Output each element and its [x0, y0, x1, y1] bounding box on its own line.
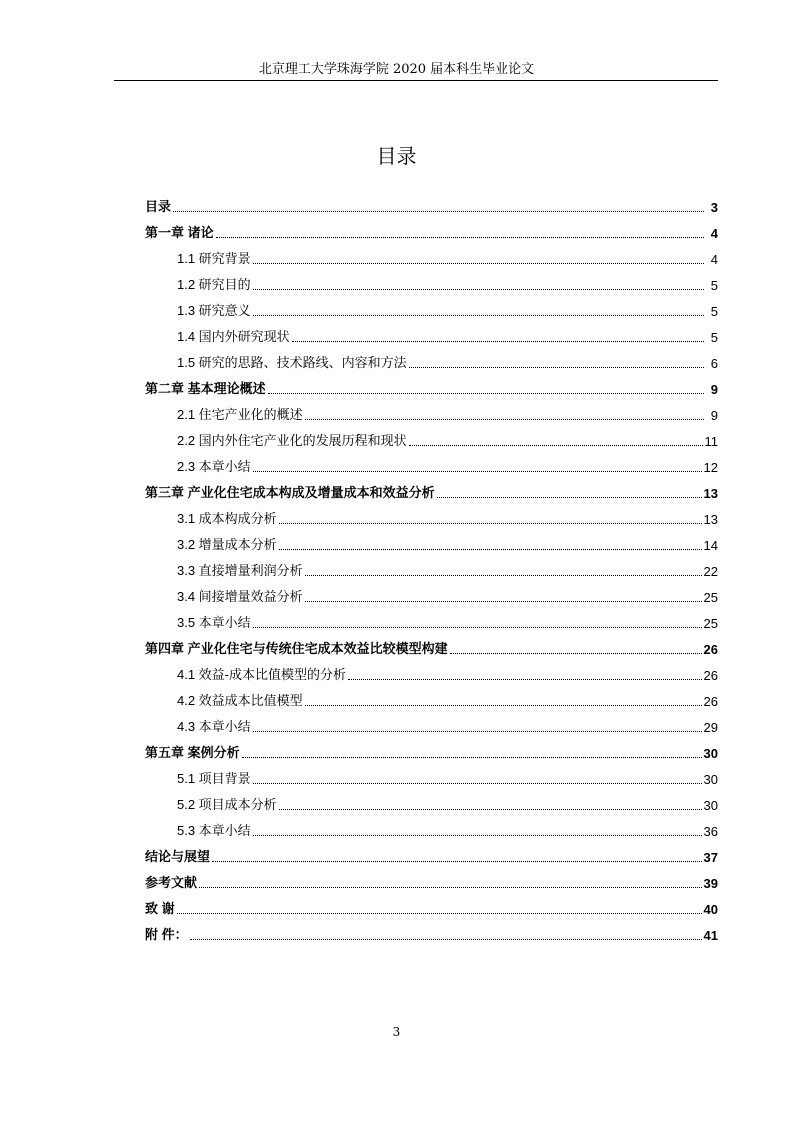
- toc-entry-page-number: 9: [710, 408, 718, 423]
- toc-entry-page-number: 12: [703, 460, 718, 475]
- toc-dot-leader: [268, 393, 704, 394]
- toc-entry-label: 2.3 本章小结: [177, 459, 251, 474]
- toc-entry-label: 1.5 研究的思路、技术路线、内容和方法: [177, 355, 407, 370]
- toc-entry-page-number: 30: [703, 772, 718, 787]
- toc-entry-page-number: 26: [703, 668, 718, 683]
- toc-entry-page-number: 29: [703, 720, 718, 735]
- toc-entry[interactable]: [145, 345, 718, 371]
- toc-dot-leader: [253, 731, 702, 732]
- toc-dot-leader: [190, 939, 702, 940]
- toc-entry-label: 第二章 基本理论概述: [145, 381, 266, 396]
- toc-dot-leader: [409, 445, 703, 446]
- toc-entry-page-number: 9: [710, 382, 718, 397]
- toc-entry-label: 5.2 项目成本分析: [177, 797, 277, 812]
- toc-dot-leader: [242, 757, 702, 758]
- toc-dot-leader: [253, 783, 702, 784]
- toc-entry[interactable]: [145, 371, 718, 397]
- toc-entry-label: 5.3 本章小结: [177, 823, 251, 838]
- toc-entry-page-number: 13: [703, 512, 718, 527]
- page-number: 3: [392, 1025, 401, 1039]
- toc-entry[interactable]: [145, 865, 718, 891]
- toc-dot-leader: [305, 575, 702, 576]
- toc-entry-page-number: 39: [703, 876, 718, 891]
- toc-entry[interactable]: [145, 683, 718, 709]
- toc-entry-label: 附 件：: [145, 927, 188, 942]
- toc-dot-leader: [216, 237, 704, 238]
- toc-entry-label: 5.1 项目背景: [177, 771, 251, 786]
- toc-entry[interactable]: [145, 319, 718, 345]
- toc-entry[interactable]: [145, 501, 718, 527]
- toc-entry-label: 4.2 效益成本比值模型: [177, 693, 303, 708]
- toc-entry[interactable]: [145, 397, 718, 423]
- toc-entry-label: 3.5 本章小结: [177, 615, 251, 630]
- toc-dot-leader: [348, 679, 702, 680]
- toc-entry[interactable]: [145, 189, 718, 215]
- toc-dot-leader: [199, 887, 702, 888]
- toc-entry-label: 1.1 研究背景: [177, 251, 251, 266]
- toc-entry-label: 第三章 产业化住宅成本构成及增量成本和效益分析: [145, 485, 435, 500]
- toc-entry-page-number: 30: [703, 798, 718, 813]
- toc-dot-leader: [253, 315, 704, 316]
- toc-entry-page-number: 41: [703, 928, 718, 943]
- toc-entry[interactable]: [145, 449, 718, 475]
- toc-dot-leader: [437, 497, 702, 498]
- toc-entry-label: 目录: [145, 199, 172, 214]
- toc-entry-page-number: 22: [703, 564, 718, 579]
- toc-entry[interactable]: [145, 423, 718, 449]
- toc-entry-page-number: 36: [703, 824, 718, 839]
- toc-entry-page-number: 4: [710, 226, 718, 241]
- toc-entry-page-number: 25: [703, 590, 718, 605]
- toc-entry[interactable]: [145, 891, 718, 917]
- toc-entry-label: 1.2 研究目的: [177, 277, 251, 292]
- toc-dot-leader: [253, 471, 702, 472]
- toc-entry[interactable]: [145, 813, 718, 839]
- toc-entry-label: 第一章 诸论: [145, 225, 214, 240]
- toc-entry-label: 4.1 效益-成本比值模型的分析: [177, 667, 347, 682]
- toc-dot-leader: [292, 341, 704, 342]
- toc-entry-page-number: 11: [704, 434, 718, 449]
- toc-entry[interactable]: [145, 527, 718, 553]
- toc-dot-leader: [305, 705, 702, 706]
- toc-dot-leader: [212, 861, 702, 862]
- toc-entry-page-number: 5: [710, 330, 718, 345]
- toc-entry-label: 3.4 间接增量效益分析: [177, 589, 303, 604]
- toc-dot-leader: [305, 419, 704, 420]
- toc-entry-label: 4.3 本章小结: [177, 719, 251, 734]
- toc-entry[interactable]: [145, 267, 718, 293]
- toc-entry-page-number: 5: [710, 278, 718, 293]
- toc-dot-leader: [253, 627, 702, 628]
- toc-entry[interactable]: [145, 241, 718, 267]
- toc-entry-label: 2.2 国内外住宅产业化的发展历程和现状: [177, 433, 407, 448]
- toc-entry-page-number: 30: [703, 746, 718, 761]
- toc-entry-page-number: 3: [710, 200, 718, 215]
- toc-dot-leader: [177, 913, 702, 914]
- toc-entry-label: 结论与展望: [145, 849, 211, 864]
- toc-entry[interactable]: [145, 553, 718, 579]
- toc-entry-label: 3.2 增量成本分析: [177, 537, 277, 552]
- toc-entry[interactable]: [145, 761, 718, 787]
- toc-entry[interactable]: [145, 579, 718, 605]
- toc-dot-leader: [279, 549, 702, 550]
- toc-entry[interactable]: [145, 839, 718, 865]
- table-of-contents: [145, 189, 718, 943]
- toc-entry[interactable]: [145, 735, 718, 761]
- toc-entry-page-number: 5: [710, 304, 718, 319]
- toc-entry-page-number: 13: [703, 486, 718, 501]
- toc-dot-leader: [279, 523, 702, 524]
- toc-entry-label: 第四章 产业化住宅与传统住宅成本效益比较模型构建: [145, 641, 448, 656]
- toc-dot-leader: [450, 653, 702, 654]
- toc-entry-page-number: 37: [703, 850, 718, 865]
- toc-entry[interactable]: [145, 917, 718, 943]
- toc-dot-leader: [305, 601, 702, 602]
- toc-entry-page-number: 26: [703, 642, 718, 657]
- toc-entry-label: 3.3 直接增量利润分析: [177, 563, 303, 578]
- toc-entry[interactable]: [145, 293, 718, 319]
- toc-entry[interactable]: [145, 215, 718, 241]
- toc-entry-label: 2.1 住宅产业化的概述: [177, 407, 303, 422]
- header-divider: [114, 80, 718, 81]
- toc-entry[interactable]: [145, 605, 718, 631]
- toc-entry-page-number: 4: [710, 252, 718, 267]
- toc-entry-label: 1.4 国内外研究现状: [177, 329, 290, 344]
- toc-entry-page-number: 25: [703, 616, 718, 631]
- toc-dot-leader: [409, 367, 704, 368]
- toc-dot-leader: [253, 263, 704, 264]
- toc-entry[interactable]: [145, 475, 718, 501]
- toc-entry[interactable]: [145, 709, 718, 735]
- toc-dot-leader: [279, 809, 702, 810]
- toc-dot-leader: [253, 289, 704, 290]
- toc-entry[interactable]: [145, 787, 718, 813]
- page-header: 北京理工大学珠海学院 2020 届本科生毕业论文: [258, 62, 535, 77]
- toc-entry-page-number: 14: [703, 538, 718, 553]
- toc-entry-label: 1.3 研究意义: [177, 303, 251, 318]
- toc-entry-page-number: 26: [703, 694, 718, 709]
- toc-entry[interactable]: [145, 631, 718, 657]
- toc-entry[interactable]: [145, 657, 718, 683]
- toc-entry-label: 第五章 案例分析: [145, 745, 240, 760]
- toc-entry-label: 3.1 成本构成分析: [177, 511, 277, 526]
- toc-entry-page-number: 40: [703, 902, 718, 917]
- toc-entry-label: 致 谢: [145, 901, 175, 916]
- toc-entry-label: 参考文献: [145, 875, 198, 890]
- toc-entry-page-number: 6: [710, 356, 718, 371]
- toc-dot-leader: [173, 211, 704, 212]
- toc-dot-leader: [253, 835, 702, 836]
- page-title: 目录: [376, 144, 417, 168]
